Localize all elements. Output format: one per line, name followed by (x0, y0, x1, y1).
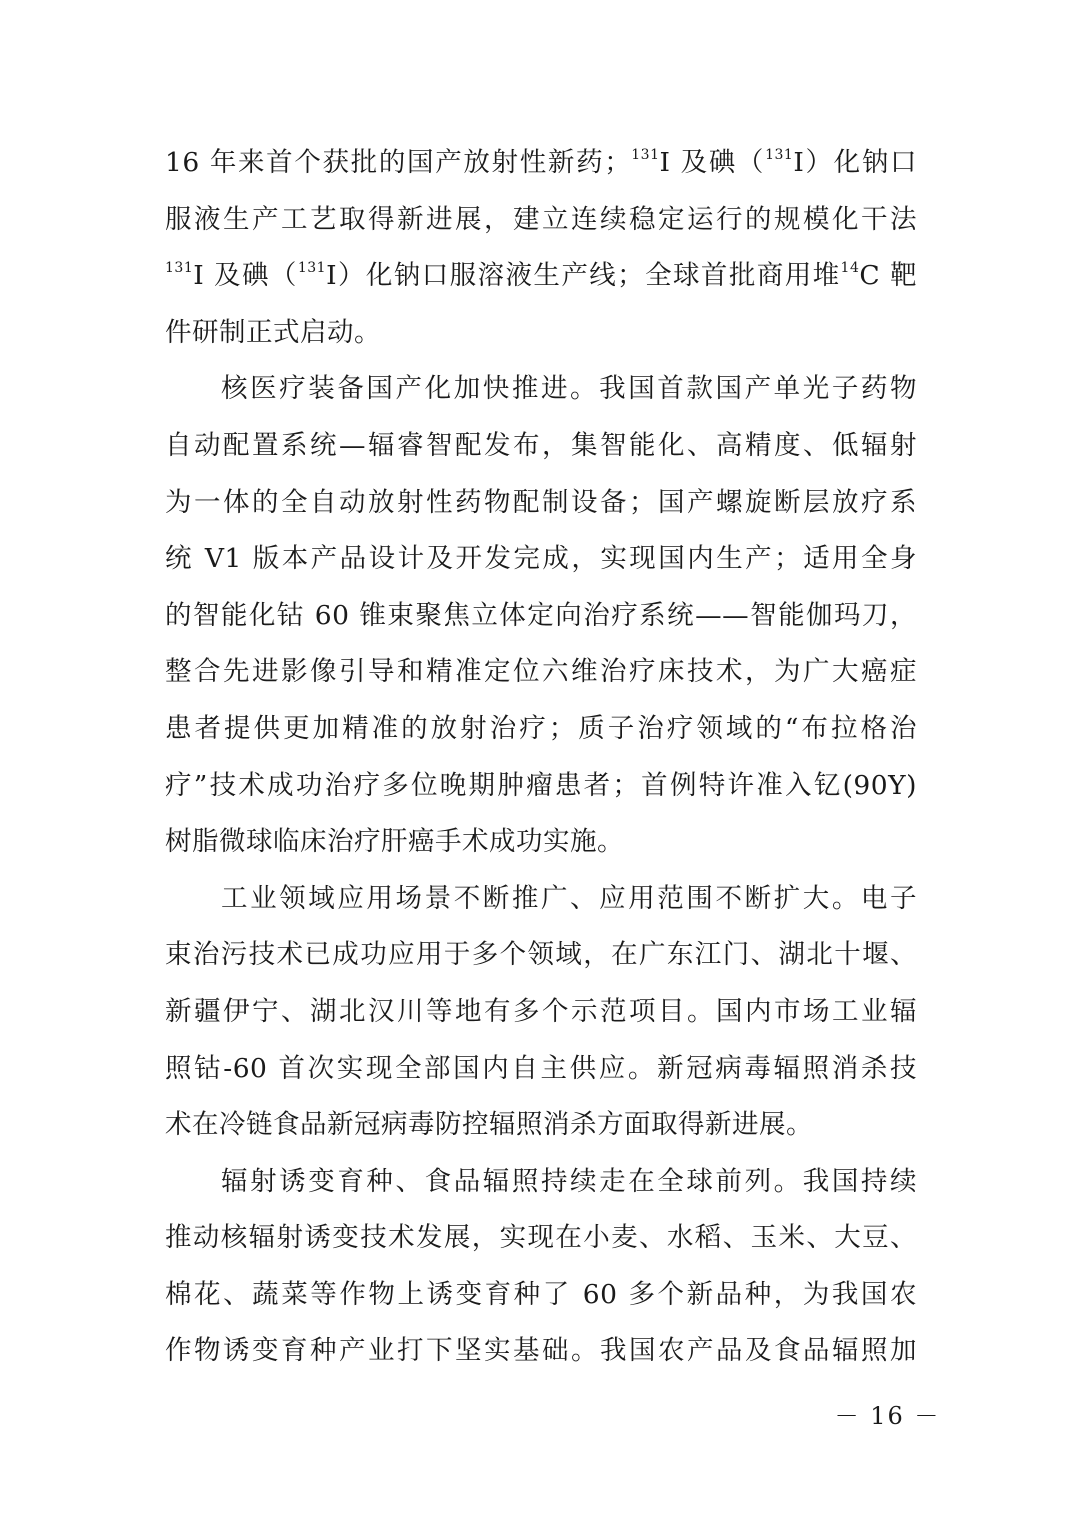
text-line: 整合先进影像引导和精准定位六维治疗床技术，为广大癌症 (165, 656, 917, 688)
text-run: 16 年来首个获批的国产放射性新药； (165, 147, 632, 178)
text-line: 术在冷链食品新冠病毒防控辐照消杀方面取得新进展。 (165, 1109, 813, 1141)
superscript: 14 (840, 260, 860, 277)
text-line: 的智能化钴 60 锥束聚焦立体定向治疗系统——智能伽玛刀， (165, 599, 917, 631)
text-line: 为一体的全自动放射性药物配制设备；国产螺旋断层放疗系 (165, 486, 917, 518)
paragraph-first-line: 核医疗装备国产化加快推进。我国首款国产单光子药物 (221, 373, 917, 405)
text-line: 件研制正式启动。 (165, 316, 381, 348)
text-line: 自动配置系统—辐睿智配发布，集智能化、高精度、低辐射 (165, 429, 917, 461)
text-line: 树脂微球临床治疗肝癌手术成功实施。 (165, 826, 624, 858)
text-line: 新疆伊宁、湖北汉川等地有多个示范项目。国内市场工业辐 (165, 995, 917, 1027)
paragraph-first-line: 辐射诱变育种、食品辐照持续走在全球前列。我国持续 (221, 1165, 917, 1197)
superscript: 131 (297, 260, 327, 277)
text-run: I）化钠口 (793, 147, 917, 178)
text-run: C 靶 (859, 260, 917, 292)
text-run: I 及碘（ (193, 260, 298, 292)
text-line: 照钴-60 首次实现全部国内自主供应。新冠病毒辐照消杀技 (165, 1052, 917, 1084)
text-line: 疗”技术成功治疗多位晚期肿瘤患者；首例特许准入钇(90Y) (165, 769, 917, 801)
text-run: I 及碘（ (659, 147, 766, 178)
page-number: － 16 － (834, 1402, 941, 1430)
superscript: 131 (631, 147, 660, 163)
text-line: 统 V1 版本产品设计及开发完成，实现国内生产；适用全身 (165, 543, 917, 575)
superscript: 131 (765, 147, 794, 163)
text-line: 推动核辐射诱变技术发展，实现在小麦、水稻、玉米、大豆、 (165, 1222, 917, 1254)
text-line (165, 248, 917, 305)
text-line: 束治污技术已成功应用于多个领域，在广东江门、湖北十堰、 (165, 939, 917, 971)
superscript: 131 (165, 260, 194, 277)
text-line: 服液生产工艺取得新进展，建立连续稳定运行的规模化干法 (165, 203, 917, 235)
text-line: 棉花、蔬菜等作物上诱变育种了 60 多个新品种，为我国农 (165, 1278, 917, 1310)
body-text (165, 135, 917, 1380)
paragraph-first-line: 工业领域应用场景不断推广、应用范围不断扩大。电子 (221, 882, 917, 914)
text-line: 患者提供更加精准的放射治疗；质子治疗领域的“布拉格治 (165, 712, 917, 744)
text-line: 作物诱变育种产业打下坚实基础。我国农产品及食品辐照加 (165, 1335, 917, 1367)
text-run: I）化钠口服溶液生产线；全球首批商用堆 (326, 260, 841, 292)
text-line (165, 135, 917, 192)
